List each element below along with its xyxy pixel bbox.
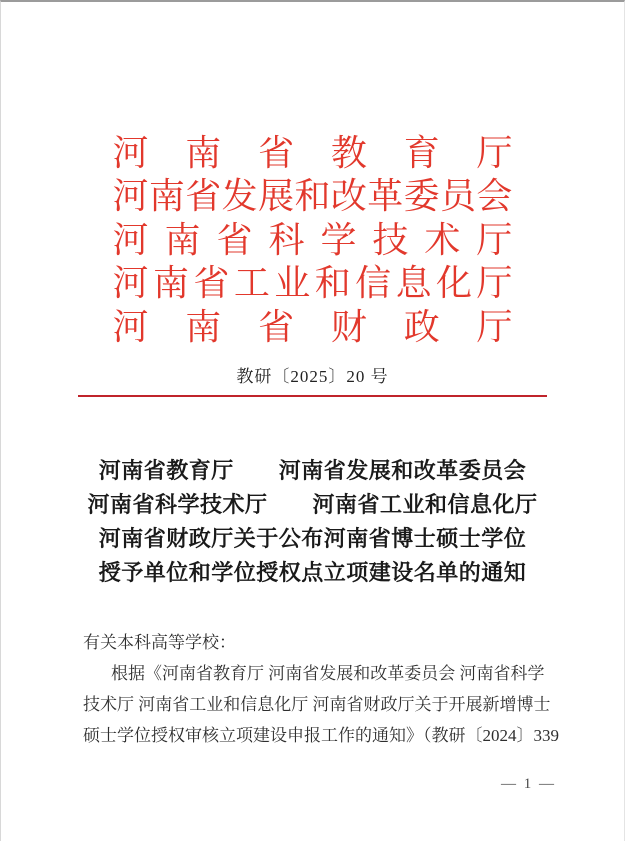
salutation: 有关本科高等学校：	[83, 632, 236, 652]
paragraph-line-2: 技术厅 河南省工业和信息化厅 河南省财政厅关于开展新增博士	[83, 694, 551, 714]
paragraph-line-3: 硕士学位授权审核立项建设申报工作的通知》（教研〔2024〕339	[83, 725, 559, 745]
red-divider-rule	[78, 395, 547, 397]
letterhead-line-industry-information: 河 南 省 工 业 和 信 息 化 厅	[112, 263, 513, 304]
document-body	[83, 627, 559, 751]
title-line-3: 河南省财政厅关于公布河南省博士硕士学位	[98, 525, 527, 551]
letterhead-line-science-technology: 河 南 省 科 学 技 术 厅	[112, 219, 513, 260]
title-line-1: 河南省教育厅 河南省发展和改革委员会	[98, 457, 527, 483]
letterhead-line-finance: 河 南 省 财 政 厅	[112, 306, 513, 347]
title-line-2: 河南省科学技术厅 河南省工业和信息化厅	[87, 491, 538, 517]
document-title	[1, 454, 624, 590]
paragraph-line-1: 根据《河南省教育厅 河南省发展和改革委员会 河南省科学	[111, 663, 545, 683]
page-number: — 1 —	[501, 776, 556, 792]
red-letterhead	[113, 131, 513, 349]
letterhead-line-development-reform: 河 南 省 发 展 和 改 革 委 员 会	[112, 176, 513, 217]
letterhead-line-education: 河 南 省 教 育 厅	[112, 132, 513, 173]
document-number: 教研〔2025〕20 号	[236, 366, 389, 386]
title-line-4: 授予单位和学位授权点立项建设名单的通知	[98, 559, 527, 585]
